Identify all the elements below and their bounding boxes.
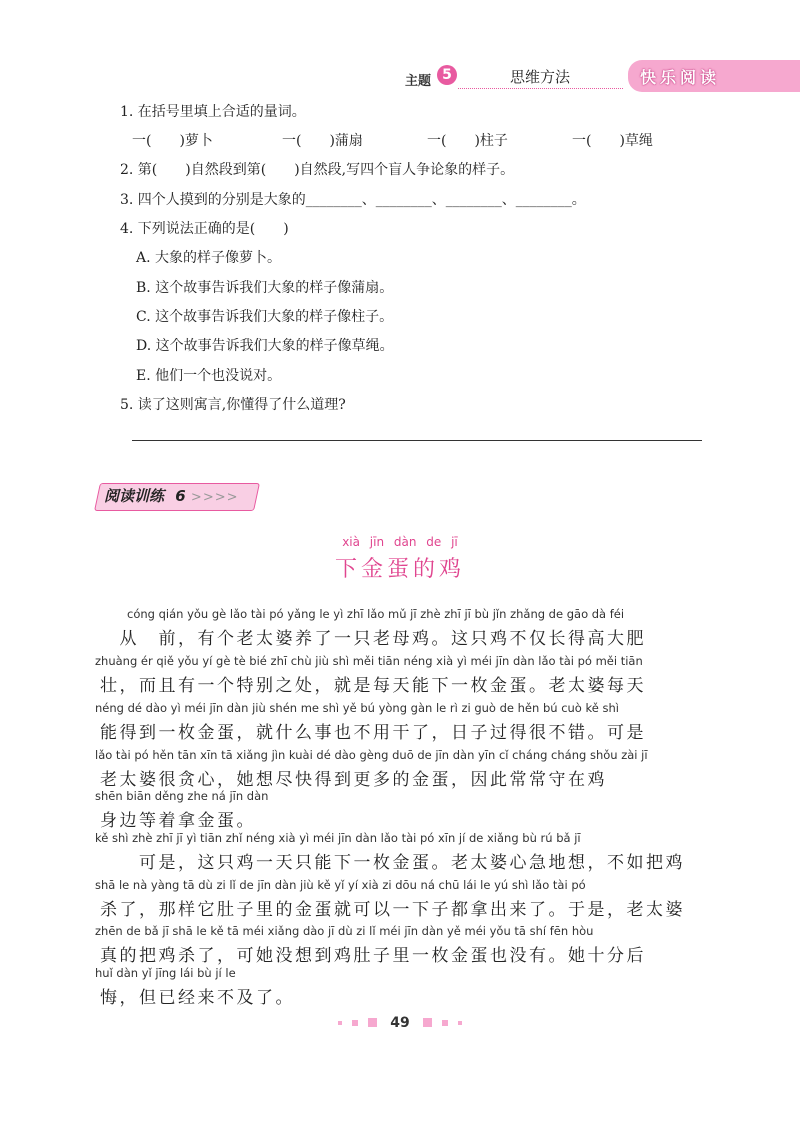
text-line: 悔，但已经来不及了。 <box>100 988 295 1008</box>
answer-line <box>132 440 702 441</box>
pinyin-line: néng dé dào yì méi jīn dàn jiù shén me shì yě bú yòng gàn le rì zi guò de hěn bú cuò kě shì <box>95 701 619 715</box>
text-line: 从 前，有个老太婆养了一只老母鸡。这只鸡不仅长得高大肥 <box>100 629 646 649</box>
question-1: 1. 在括号里填上合适的量词。 <box>120 104 306 120</box>
text-line: 身边等着拿金蛋。 <box>100 811 256 831</box>
decorative-square <box>442 1020 448 1026</box>
text-line: 壮，而且有一个特别之处，就是每天能下一枚金蛋。老太婆每天 <box>100 676 646 696</box>
text-line: 真的把鸡杀了，可她没想到鸡肚子里一枚金蛋也没有。她十分后 <box>100 946 646 966</box>
blank-item: 一( )柱子 <box>427 133 508 149</box>
pinyin-line: cóng qián yǒu gè lǎo tài pó yǎng le yì zhī lǎo mǔ jī zhè zhī jī bù jǐn zhǎng de gāo dà féi <box>127 607 625 621</box>
pinyin-line: zhuàng ér qiě yǒu yí gè tè bié zhī chù jiù shì měi tiān néng xià yì méi jīn dàn lǎo tài pó měi tiān <box>95 654 643 668</box>
blank-item: 一( )草绳 <box>572 133 653 149</box>
story-title: 下金蛋的鸡 <box>334 557 465 582</box>
topic-number-badge: 5 <box>437 65 457 85</box>
text-line: 杀了，那样它肚子里的金蛋就可以一下子都拿出来了。于是，老太婆 <box>100 900 685 920</box>
blank-item: 一( )萝卜 <box>132 133 213 149</box>
question-2: 2. 第( )自然段到第( )自然段,写四个盲人争论象的样子。 <box>120 162 515 178</box>
section-number: 6 <box>175 487 186 505</box>
section-arrows: >>>> <box>190 490 239 505</box>
question-4: 4. 下列说法正确的是( ) <box>120 221 289 237</box>
page-footer <box>0 1012 800 1031</box>
decorative-square <box>458 1021 462 1025</box>
option-a: A. 大象的样子像萝卜。 <box>136 250 282 266</box>
question-1-blanks <box>132 131 663 151</box>
decorative-square <box>423 1018 432 1027</box>
pinyin-line: kě shì zhè zhī jī yì tiān zhǐ néng xià yì méi jīn dàn lǎo tài pó xīn jí de xiǎng bù rú bǎ jī <box>95 831 581 845</box>
text-line: 可是，这只鸡一天只能下一枚金蛋。老太婆心急地想，不如把鸡 <box>100 853 685 873</box>
header-dotted-rule <box>458 88 623 89</box>
option-d: D. 这个故事告诉我们大象的样子像草绳。 <box>136 338 394 354</box>
header-tab-label: 快乐阅读 <box>640 68 721 87</box>
decorative-square <box>338 1021 342 1025</box>
decorative-square <box>368 1018 377 1027</box>
pinyin-line: zhēn de bǎ jī shā le kě tā méi xiǎng dào jī dù zi lǐ méi jīn dàn yě méi yǒu tā shí fēn hòu <box>95 924 594 938</box>
text-line: 能得到一枚金蛋，就什么事也不用干了，日子过得很不错。可是 <box>100 723 646 743</box>
pinyin-line: shēn biān děng zhe ná jīn dàn <box>95 789 269 803</box>
page-number: 49 <box>390 1014 410 1031</box>
blank-item: 一( )蒲扇 <box>282 133 363 149</box>
section-heading <box>104 485 239 506</box>
decorative-square <box>352 1020 358 1026</box>
pinyin-line: huǐ dàn yǐ jīng lái bù jí le <box>95 966 236 980</box>
page-header <box>0 52 800 96</box>
topic-label: 主题 <box>405 74 432 89</box>
option-b: B. 这个故事告诉我们大象的样子像蒲扇。 <box>136 280 394 296</box>
story-title-pinyin: xià jīn dàn de jī <box>342 535 458 549</box>
pinyin-line: shā le nà yàng tā dù zi lǐ de jīn dàn jiù kě yǐ yí xià zi dōu ná chū lái le yú shì lǎo tài pó <box>95 878 586 892</box>
pinyin-line: lǎo tài pó hěn tān xīn tā xiǎng jìn kuài dé dào gèng duō de jīn dàn yīn cǐ cháng cháng shǒu zài jī <box>95 748 648 762</box>
text-line: 老太婆很贪心，她想尽快得到更多的金蛋，因此常常守在鸡 <box>100 770 607 790</box>
option-e: E. 他们一个也没说对。 <box>136 368 282 384</box>
theme-title: 思维方法 <box>510 68 571 86</box>
option-c: C. 这个故事告诉我们大象的样子像柱子。 <box>136 309 394 325</box>
question-5: 5. 读了这则寓言,你懂得了什么道理? <box>120 397 346 413</box>
section-label: 阅读训练 <box>104 487 165 505</box>
question-3: 3. 四个人摸到的分别是大象的________、________、________、________。 <box>120 192 586 208</box>
